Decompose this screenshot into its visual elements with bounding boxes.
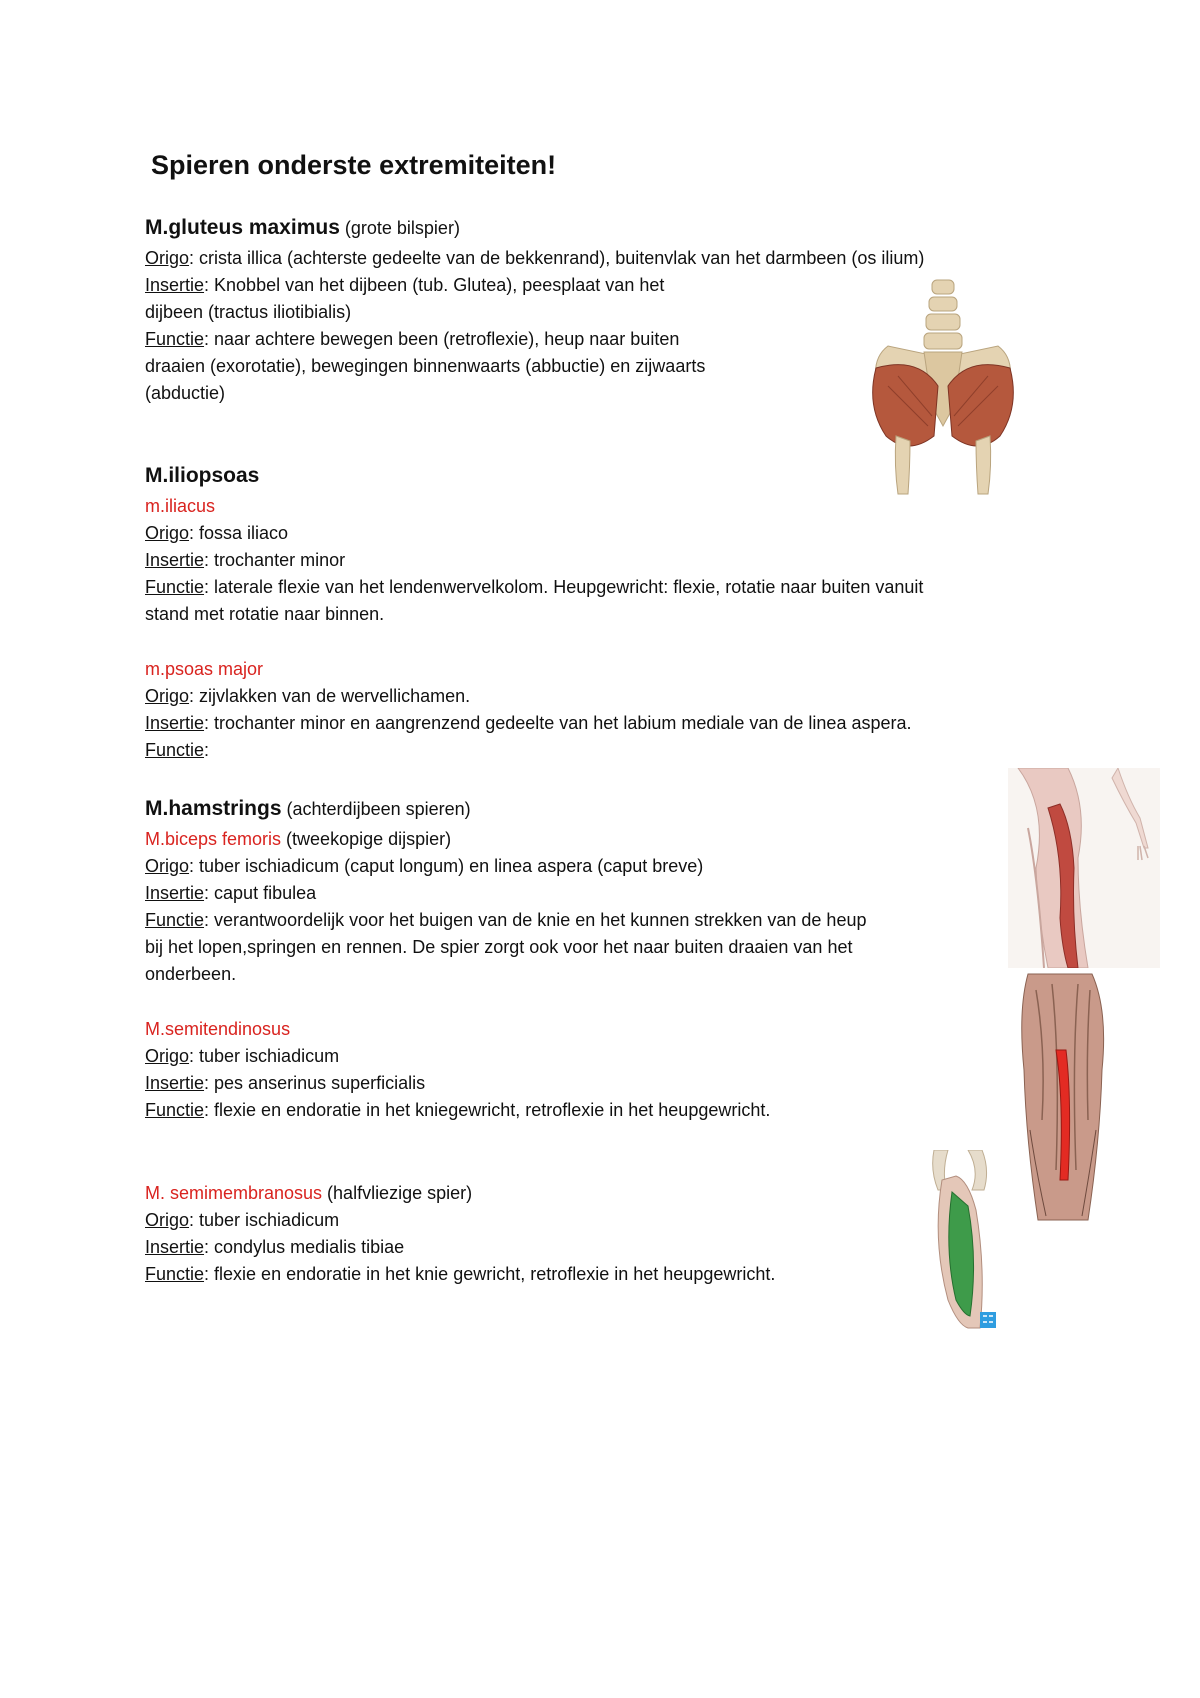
semitendinosus-image xyxy=(1016,970,1112,1228)
semitendinosus-origo xyxy=(145,1044,339,1068)
gluteus-functie-cont-2: (abductie) xyxy=(145,383,226,403)
insertie-label: Insertie xyxy=(145,713,205,733)
gluteus-functie-cont-1: draaien (exorotatie), bewegingen binnenwaarts (abbuctie) en zijwaarts xyxy=(145,356,706,376)
functie-label: Functie xyxy=(145,1100,205,1120)
semimembranosus-image xyxy=(928,1150,1000,1332)
thigh-illustration xyxy=(1008,768,1160,968)
hamstrings-heading xyxy=(145,797,471,821)
page-title: Spieren onderste extremiteiten! xyxy=(151,150,557,180)
origo-label: Origo xyxy=(145,686,190,706)
biceps-functie xyxy=(145,908,866,932)
psoas-insertie-text: : trochanter minor en aangrenzend gedeelte van het labium mediale van de linea aspera. xyxy=(204,713,912,733)
insertie-label: Insertie xyxy=(145,1073,205,1093)
insertie-label: Insertie xyxy=(145,275,205,295)
origo-label: Origo xyxy=(145,1046,190,1066)
functie-label: Functie xyxy=(145,577,205,597)
functie-label: Functie xyxy=(145,1264,205,1284)
leg-muscles-illustration xyxy=(1016,970,1112,1228)
semimembranosus-name: M. semimembranosus xyxy=(145,1183,323,1203)
iliacus-functie-cont: stand met rotatie naar binnen. xyxy=(145,604,385,624)
semimembranosus-insertie-text: : condylus medialis tibiae xyxy=(204,1237,405,1257)
insertie-label: Insertie xyxy=(145,550,205,570)
semitendinosus-insertie xyxy=(145,1071,425,1095)
psoas-insertie xyxy=(145,711,912,735)
gluteus-heading xyxy=(145,216,460,240)
origo-label: Origo xyxy=(145,856,190,876)
origo-label: Origo xyxy=(145,523,190,543)
biceps-origo xyxy=(145,854,703,878)
biceps-note: (tweekopige dijspier) xyxy=(281,829,452,849)
semimembranosus-insertie xyxy=(145,1235,404,1259)
functie-label: Functie xyxy=(145,910,205,930)
biceps-origo-text: : tuber ischiadicum (caput longum) en linea aspera (caput breve) xyxy=(189,856,704,876)
psoas-name: m.psoas major xyxy=(145,659,264,679)
psoas-origo-text: : zijvlakken van de wervellichamen. xyxy=(189,686,471,706)
iliopsoas-heading xyxy=(145,464,259,488)
corner-badge-icon xyxy=(980,1312,996,1328)
gluteus-insertie xyxy=(145,273,664,297)
psoas-origo xyxy=(145,684,470,708)
semimembranosus-functie xyxy=(145,1262,775,1286)
semimembranosus-heading xyxy=(145,1181,472,1205)
origo-label: Origo xyxy=(145,1210,190,1230)
iliacus-origo xyxy=(145,521,288,545)
iliacus-insertie-text: : trochanter minor xyxy=(204,550,346,570)
semitendinosus-functie-text: : flexie en endoratie in het kniegewricht, retroflexie in het heupgewricht. xyxy=(204,1100,771,1120)
biceps-heading xyxy=(145,827,451,851)
psoas-functie xyxy=(145,738,209,762)
gluteus-insertie-text-1: : Knobbel van het dijbeen (tub. Glutea), peesplaat van het xyxy=(204,275,665,295)
origo-label: Origo xyxy=(145,248,190,268)
gluteus-name: M.gluteus maximus xyxy=(145,216,340,239)
biceps-name: M.biceps femoris xyxy=(145,829,282,849)
iliacus-functie xyxy=(145,575,923,599)
semimembranosus-origo xyxy=(145,1208,339,1232)
iliacus-name: m.iliacus xyxy=(145,496,216,516)
iliacus-origo-text: : fossa iliaco xyxy=(189,523,289,543)
iliacus-functie-text-1: : laterale flexie van het lendenwervelkolom. Heupgewricht: flexie, rotatie naar buiten vanuit xyxy=(204,577,924,597)
biceps-insertie-text: : caput fibulea xyxy=(204,883,317,903)
semimembranosus-note: (halfvliezige spier) xyxy=(322,1183,473,1203)
gluteus-maximus-image xyxy=(858,276,1028,496)
functie-label: Functie xyxy=(145,329,205,349)
semitendinosus-origo-text: : tuber ischiadicum xyxy=(189,1046,340,1066)
semitendinosus-insertie-text: : pes anserinus superficialis xyxy=(204,1073,426,1093)
hamstrings-note: (achterdijbeen spieren) xyxy=(281,799,471,819)
gluteus-origo xyxy=(145,246,924,270)
hamstrings-name: M.hamstrings xyxy=(145,797,282,820)
iliopsoas-name: M.iliopsoas xyxy=(145,464,260,487)
biceps-functie-cont-1: bij het lopen,springen en rennen. De spier zorgt ook voor het naar buiten draaien van het xyxy=(145,937,853,957)
gluteus-insertie-cont: dijbeen (tractus iliotibialis) xyxy=(145,302,352,322)
gluteus-note: (grote bilspier) xyxy=(339,218,460,238)
gluteus-origo-text: : crista illica (achterste gedeelte van de bekkenrand), buitenvlak van het darmbeen (os ilium) xyxy=(189,248,925,268)
gluteus-functie xyxy=(145,327,679,351)
biceps-insertie xyxy=(145,881,316,905)
semimembranosus-origo-text: : tuber ischiadicum xyxy=(189,1210,340,1230)
iliacus-insertie xyxy=(145,548,345,572)
psoas-functie-text: : xyxy=(204,740,210,760)
semimembranosus-functie-text: : flexie en endoratie in het knie gewricht, retroflexie in het heupgewricht. xyxy=(204,1264,776,1284)
biceps-functie-cont-2: onderbeen. xyxy=(145,964,237,984)
biceps-functie-text-1: : verantwoordelijk voor het buigen van de knie en het kunnen strekken van de heup xyxy=(204,910,867,930)
insertie-label: Insertie xyxy=(145,883,205,903)
semitendinosus-functie xyxy=(145,1098,770,1122)
gluteus-functie-text-1: : naar achtere bewegen been (retroflexie), heup naar buiten xyxy=(204,329,680,349)
semitendinosus-name: M.semitendinosus xyxy=(145,1019,291,1039)
pelvis-illustration xyxy=(858,276,1028,496)
green-muscle-illustration xyxy=(928,1150,1000,1332)
insertie-label: Insertie xyxy=(145,1237,205,1257)
biceps-femoris-image xyxy=(1008,768,1160,968)
functie-label: Functie xyxy=(145,740,205,760)
